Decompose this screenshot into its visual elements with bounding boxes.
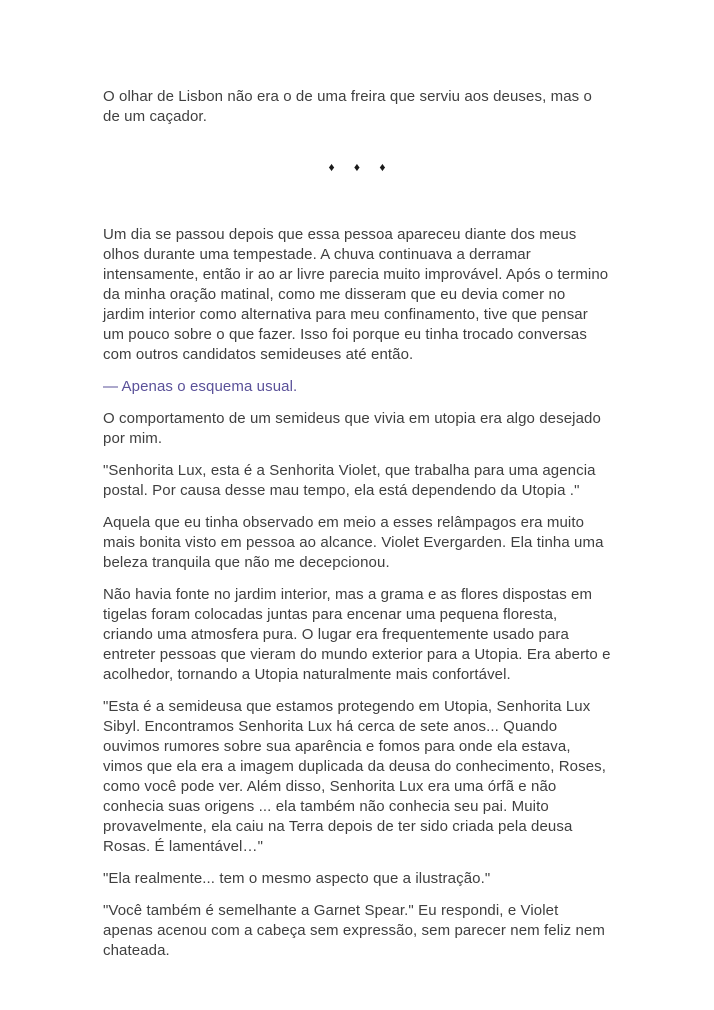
paragraph-demigod-behavior: O comportamento de um semideus que vivia em utopia era algo desejado por mim. [103, 410, 601, 447]
paragraph-lisbon-gaze: O olhar de Lisbon não era o de uma freira que serviu aos deuses, mas o de um caçador. [103, 88, 592, 125]
scene-divider-diamonds: ♦ ♦ ♦ [328, 160, 394, 174]
dialogue-lux-sibyl-story: "Esta é a semideusa que estamos protegendo em Utopia, Senhorita Lux Sibyl. Encontramos Senhorita Lux há cerca de sete anos... Quando ouvimos rumores sobre sua aparência e fomos para onde ela estava, vimos que ela era a imagem duplicada da deusa do conhecimento, Roses, como você pode ver. Além disso, Senhorita Lux era uma órfã e não conhecia suas origens ... ela também não conhecia seu pai. Muito provavelmente, ela caiu na Terra depois de ter sido criada pela deusa Rosas. É lamentável…" [103, 698, 607, 855]
paragraph-inner-garden: Não havia fonte no jardim interior, mas a grama e as flores dispostas em tigelas foram colocadas juntas para encenar uma pequena floresta, criando uma atmosfera pura. O lugar era frequentemente usado para entreter pessoas que vieram do mundo exterior para a Utopia. Era aberto e acolhedor, tornando a Utopia naturalmente mais confortável. [103, 586, 611, 683]
paragraph-violet-beauty: Aquela que eu tinha observado em meio a esses relâmpagos era muito mais bonita visto em pessoa ao alcance. Violet Evergarden. Ela tinha uma beleza tranquila que não me decepcionou. [103, 514, 604, 571]
dialogue-garnet-spear: "Você também é semelhante a Garnet Spear." Eu respondi, e Violet apenas acenou com a cabeça sem expressão, sem parecer nem feliz nem chateada. [103, 902, 605, 959]
dialogue-same-as-illustration: "Ela realmente... tem o mesmo aspecto que a ilustração." [103, 870, 491, 887]
highlight-line-usual-scheme: — Apenas o esquema usual. [103, 378, 298, 395]
paragraph-day-passed: Um dia se passou depois que essa pessoa apareceu diante dos meus olhos durante uma tempestade. A chuva continuava a derramar intensamente, então ir ao ar livre parecia muito improvável. Após o termino da minha oração matinal, como me disseram que eu devia comer no jardim interior como alternativa para meu confinamento, tive que pensar um pouco sobre o que fazer. Isso foi porque eu tinha trocado conversas com outros candidatos semideuses até então. [103, 226, 609, 363]
dialogue-introducing-violet: "Senhorita Lux, esta é a Senhorita Violet, que trabalha para uma agencia postal. Por causa desse mau tempo, ela está dependendo da Utopia ." [103, 462, 596, 499]
